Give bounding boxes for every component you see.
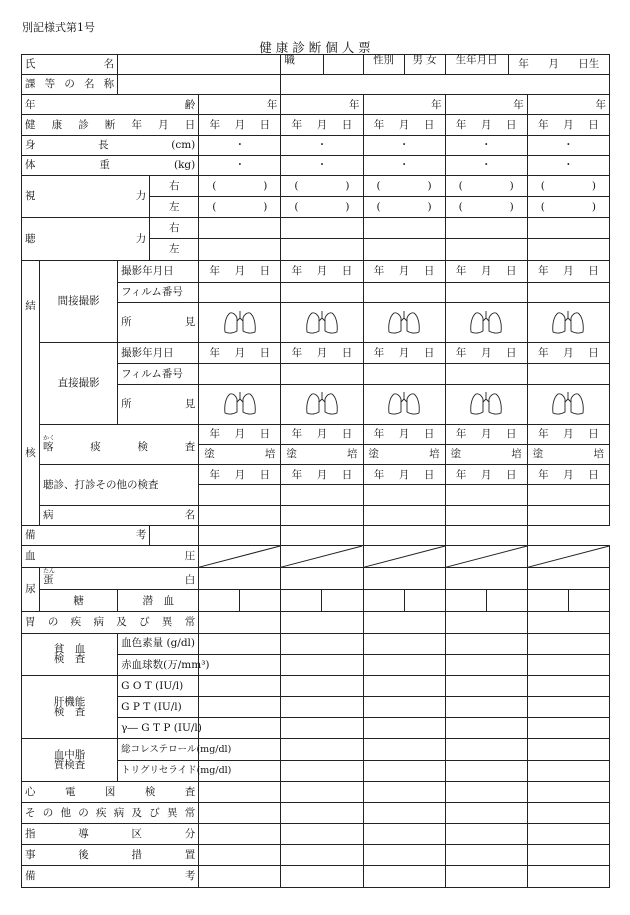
- year-column-cell[interactable]: [281, 633, 363, 654]
- sputum-ruby: かく: [43, 435, 56, 443]
- year-column-cell[interactable]: [199, 802, 281, 823]
- year-column-cell[interactable]: 塗 培: [363, 445, 445, 465]
- year-column-cell[interactable]: 年 月 日: [199, 115, 281, 135]
- year-column-cell[interactable]: [445, 739, 527, 760]
- year-column-cell[interactable]: 年 月 日: [363, 115, 445, 135]
- year-column-cell[interactable]: 塗 培: [281, 445, 363, 465]
- year-column-cell[interactable]: ・: [363, 135, 445, 155]
- year-column-cell[interactable]: [363, 739, 445, 760]
- year-column-cell[interactable]: [445, 485, 527, 505]
- year-column-cell[interactable]: [445, 302, 527, 342]
- year-column-cell[interactable]: ( ): [445, 197, 527, 218]
- year-column-cell[interactable]: [527, 302, 609, 342]
- year-column-cell[interactable]: [363, 218, 445, 239]
- year-column-cell[interactable]: 年 月 日: [199, 465, 281, 485]
- year-column-cell[interactable]: [363, 760, 445, 781]
- year-column-cell[interactable]: 年 月 日: [445, 424, 527, 444]
- chol-label: 総コレステロール(mg/dl): [118, 739, 199, 760]
- year-column-cell[interactable]: 年 月 日: [445, 260, 527, 282]
- anemia-label: 貧 血 検 査: [22, 633, 118, 675]
- lung-diagram-icon: [202, 385, 277, 424]
- bp-cell[interactable]: [363, 545, 445, 567]
- shoot-date-label: 撮影年月日: [118, 260, 199, 282]
- year-column-cell[interactable]: 年 月 日: [445, 465, 527, 485]
- year-column-cell[interactable]: [199, 218, 281, 239]
- year-column-cell[interactable]: ( ): [527, 197, 609, 218]
- dept-field[interactable]: [118, 75, 281, 95]
- year-column-cell[interactable]: [527, 485, 609, 505]
- year-column-cell[interactable]: [445, 239, 527, 260]
- year-column-cell[interactable]: [527, 239, 609, 260]
- year-column-cell[interactable]: [527, 282, 609, 302]
- birth-field[interactable]: 年 月 日生: [518, 58, 600, 71]
- year-column-cell[interactable]: [527, 802, 609, 823]
- year-column-cell[interactable]: [199, 718, 281, 739]
- year-column-cell[interactable]: [199, 612, 281, 633]
- height-label: 身 長 (cm): [25, 138, 196, 151]
- year-column-cell[interactable]: [527, 218, 609, 239]
- year-column-cell[interactable]: [199, 568, 281, 590]
- year-column-cell[interactable]: [445, 505, 527, 525]
- year-column-cell[interactable]: ( ): [527, 175, 609, 196]
- bp-cell[interactable]: [281, 545, 363, 567]
- lung-diagram-icon: [449, 303, 524, 342]
- year-column-cell[interactable]: ・: [445, 155, 527, 175]
- year-column-cell[interactable]: [445, 612, 527, 633]
- year-column-cell[interactable]: ・: [281, 135, 363, 155]
- got-label: G O T (IU/l): [118, 675, 199, 696]
- year-column-cell[interactable]: [445, 525, 527, 545]
- year-column-cell[interactable]: [281, 568, 363, 590]
- lung-diagram-icon: [284, 385, 359, 424]
- hearing-label: 聴 力: [25, 232, 147, 245]
- lung-diagram-icon: [284, 303, 359, 342]
- year-column-cell[interactable]: [363, 718, 445, 739]
- weight-label: 体 重 (kg): [25, 159, 196, 172]
- year-column-cell[interactable]: [445, 282, 527, 302]
- year-column-cell[interactable]: [527, 845, 609, 866]
- year-column-cell[interactable]: [150, 525, 199, 545]
- year-column-cell[interactable]: [527, 866, 609, 888]
- year-column-cell[interactable]: ( ): [281, 197, 363, 218]
- year-column-cell[interactable]: [445, 802, 527, 823]
- year-column-cell[interactable]: [281, 364, 363, 384]
- lung-diagram-icon: [449, 385, 524, 424]
- year-column-cell[interactable]: [281, 739, 363, 760]
- year-column-cell[interactable]: [363, 302, 445, 342]
- year-column-cell[interactable]: [281, 802, 363, 823]
- year-column-cell[interactable]: [363, 802, 445, 823]
- year-column-cell[interactable]: 年 月 日: [199, 424, 281, 444]
- year-column-cell[interactable]: [199, 364, 281, 384]
- year-column-cell[interactable]: [527, 384, 609, 424]
- year-column-cell[interactable]: [527, 364, 609, 384]
- name-label: 氏 名: [25, 58, 115, 71]
- bp-cell[interactable]: [445, 545, 527, 567]
- year-column-cell[interactable]: 年 月 日: [527, 115, 609, 135]
- job-label: 職: [281, 55, 324, 74]
- year-column-cell[interactable]: [527, 718, 609, 739]
- job-field[interactable]: [324, 55, 363, 74]
- year-column-cell[interactable]: [363, 364, 445, 384]
- disease-label: 病 名: [43, 508, 196, 521]
- year-column-cell[interactable]: [199, 384, 281, 424]
- year-column-cell[interactable]: ・: [527, 135, 609, 155]
- year-column-cell[interactable]: [281, 282, 363, 302]
- year-column-cell[interactable]: [199, 654, 281, 675]
- year-column-cell[interactable]: [363, 239, 445, 260]
- year-column-cell[interactable]: 塗 培: [199, 445, 281, 465]
- year-column-cell[interactable]: [445, 781, 527, 802]
- urine-label: 尿: [22, 568, 40, 612]
- year-column-cell[interactable]: 塗 培: [527, 445, 609, 465]
- year-column-cell[interactable]: ( ): [363, 197, 445, 218]
- followup-label: 事 後 措 置: [25, 849, 196, 862]
- name-field[interactable]: [118, 55, 281, 75]
- year-column-cell[interactable]: [445, 675, 527, 696]
- year-column-cell[interactable]: [281, 302, 363, 342]
- film-no-label: フィルム番号: [118, 282, 199, 302]
- vision-label: 視 力: [25, 190, 147, 203]
- year-column-cell[interactable]: 年 月 日: [281, 465, 363, 485]
- bp-cell[interactable]: [199, 545, 281, 567]
- year-column-cell[interactable]: [527, 612, 609, 633]
- year-column-cell[interactable]: [363, 845, 445, 866]
- ecg-label: 心 電 図 検 査: [25, 785, 196, 798]
- year-column-cell[interactable]: 年 月 日: [363, 343, 445, 364]
- sputum-label: 喀 痰 検 査: [43, 441, 196, 454]
- year-column-cell[interactable]: [281, 654, 363, 675]
- lipid-label: 血中脂 質検査: [22, 739, 118, 781]
- year-column-cell[interactable]: 年 月 日: [445, 115, 527, 135]
- year-column-cell[interactable]: [281, 781, 363, 802]
- year-column-cell[interactable]: [363, 654, 445, 675]
- year-column-cell[interactable]: [281, 697, 363, 718]
- year-column-cell[interactable]: [199, 282, 281, 302]
- year-column-cell[interactable]: [363, 633, 445, 654]
- year-column-cell[interactable]: 年 月 日: [281, 343, 363, 364]
- final-remarks-label: 備 考: [25, 870, 196, 883]
- year-column-cell[interactable]: 塗 培: [445, 445, 527, 465]
- year-column-cell[interactable]: [363, 505, 445, 525]
- year-column-cell[interactable]: [281, 718, 363, 739]
- year-column-cell[interactable]: [363, 525, 445, 545]
- year-column-cell[interactable]: [281, 485, 363, 505]
- year-column-cell[interactable]: 年 月 日: [527, 424, 609, 444]
- year-column-cell[interactable]: [363, 282, 445, 302]
- year-column-cell[interactable]: 年 月 日: [527, 465, 609, 485]
- year-column-cell[interactable]: 年 月 日: [527, 260, 609, 282]
- year-column-cell[interactable]: [527, 739, 609, 760]
- sex-label: 性別: [364, 55, 405, 74]
- findings-label: 所 見: [121, 316, 196, 329]
- stomach-label: 胃 の 疾 病 及 び 異 常: [25, 616, 196, 629]
- dept-label: 課 等 の 名 称: [25, 78, 115, 91]
- year-column-cell[interactable]: [363, 568, 445, 590]
- year-column-cell[interactable]: [281, 505, 363, 525]
- year-column-cell[interactable]: [281, 675, 363, 696]
- year-column-cell[interactable]: [445, 824, 527, 845]
- year-column-cell[interactable]: [445, 718, 527, 739]
- year-column-cell[interactable]: [199, 525, 281, 545]
- protein-label: 蛋 白: [43, 574, 196, 587]
- guidance-label: 指 導 区 分: [25, 827, 196, 840]
- year-column-cell[interactable]: [199, 485, 281, 505]
- year-column-cell[interactable]: [527, 654, 609, 675]
- lung-diagram-icon: [367, 385, 442, 424]
- year-column-cell[interactable]: 年 月 日: [281, 260, 363, 282]
- year-column-cell[interactable]: 年 月 日: [527, 343, 609, 364]
- year-column-cell[interactable]: [527, 824, 609, 845]
- year-column-cell[interactable]: [281, 239, 363, 260]
- year-column-cell[interactable]: ・: [281, 155, 363, 175]
- year-column-cell[interactable]: 年: [363, 95, 445, 115]
- form-number: 別記様式第1号: [22, 21, 95, 34]
- year-column-cell[interactable]: [199, 633, 281, 654]
- year-column-cell[interactable]: [445, 218, 527, 239]
- year-column-cell[interactable]: [527, 697, 609, 718]
- year-column-cell[interactable]: ・: [445, 135, 527, 155]
- year-column-cell[interactable]: [445, 364, 527, 384]
- year-column-cell[interactable]: [281, 612, 363, 633]
- year-column-cell[interactable]: [199, 505, 281, 525]
- tg-label: トリグリセライド(mg/dl): [118, 760, 199, 781]
- year-column-cell[interactable]: 年 月 日: [363, 260, 445, 282]
- year-column-cell[interactable]: [445, 697, 527, 718]
- year-column-cell[interactable]: 年 月 日: [281, 424, 363, 444]
- year-column-cell[interactable]: 年 月 日: [281, 115, 363, 135]
- year-column-cell[interactable]: 年: [445, 95, 527, 115]
- year-column-cell[interactable]: [445, 633, 527, 654]
- hemoglobin-label: 血色素量 (g/dl): [118, 633, 199, 654]
- year-column-cell[interactable]: [199, 302, 281, 342]
- year-column-cell[interactable]: [281, 525, 363, 545]
- year-column-cell[interactable]: [363, 781, 445, 802]
- occult-blood-label: 潜 血: [118, 590, 199, 612]
- year-column-cell[interactable]: [199, 845, 281, 866]
- lung-diagram-icon: [531, 303, 606, 342]
- year-column-cell[interactable]: 年: [527, 95, 609, 115]
- year-column-cell[interactable]: 年: [199, 95, 281, 115]
- year-column-cell[interactable]: [199, 675, 281, 696]
- year-column-cell[interactable]: ・: [527, 155, 609, 175]
- bp-label: 血 圧: [25, 550, 196, 563]
- year-column-cell[interactable]: ( ): [363, 175, 445, 196]
- year-column-cell[interactable]: [445, 568, 527, 590]
- year-column-cell[interactable]: [199, 697, 281, 718]
- indirect-label: 間接撮影: [40, 260, 118, 343]
- gpt-label: G P T (IU/l): [118, 697, 199, 718]
- year-column-cell[interactable]: ( ): [445, 175, 527, 196]
- year-column-cell[interactable]: ( ): [199, 175, 281, 196]
- year-column-cell[interactable]: 年 月 日: [199, 343, 281, 364]
- year-column-cell[interactable]: [363, 612, 445, 633]
- auscultation-label: 聴診、打診その他の検査: [40, 465, 199, 505]
- year-column-cell[interactable]: [363, 384, 445, 424]
- year-column-cell[interactable]: [363, 824, 445, 845]
- year-column-cell[interactable]: 年 月 日: [363, 424, 445, 444]
- lung-diagram-icon: [531, 385, 606, 424]
- year-column-cell[interactable]: ・: [199, 155, 281, 175]
- year-column-cell[interactable]: [363, 675, 445, 696]
- year-column-cell[interactable]: [199, 239, 281, 260]
- year-column-cell[interactable]: [445, 866, 527, 888]
- year-column-cell[interactable]: [199, 824, 281, 845]
- year-column-cell[interactable]: [527, 781, 609, 802]
- year-column-cell[interactable]: ( ): [199, 197, 281, 218]
- liver-label: 肝機能 検 査: [22, 675, 118, 739]
- year-column-cell[interactable]: [445, 845, 527, 866]
- year-column-cell[interactable]: [527, 760, 609, 781]
- exam-date-label: 健 康 診 断 年 月 日: [25, 118, 196, 131]
- ggtp-label: γ― G T P (IU/l): [118, 718, 199, 739]
- birth-label: 生年月日: [446, 55, 509, 74]
- year-column-cell[interactable]: [527, 675, 609, 696]
- year-column-cell[interactable]: [445, 384, 527, 424]
- year-column-cell[interactable]: [199, 866, 281, 888]
- remarks-label: 備 考: [25, 529, 147, 542]
- rbc-label: 赤血球数(万/mm³): [118, 654, 199, 675]
- year-column-cell[interactable]: [527, 505, 609, 525]
- year-column-cell[interactable]: [281, 384, 363, 424]
- year-column-cell[interactable]: 年 月 日: [199, 260, 281, 282]
- year-column-cell[interactable]: [199, 781, 281, 802]
- health-record-table: 氏 名 職 性別 男 女 生年月日 年 月 日生 課 等 の 名 称 年 齢 年 年 年 年 年 健 康 診 断 年 月 日 年 月 日 年 月 日 年 月 日 年 月 日 年 月 日 身 長 (cm) ・ ・ ・ ・ ・ 体 重 (kg) ・ ・ ・ ・ ・ 視 力 右 ( ) ( ) ( ) ( ) ( ) 左 ( ) ( ) ( ) ( ) ( ) 聴 力 右 左 結 核 間接撮影 撮影年月日 年 月 日 年 月 日 年 月 日 年 月 日 年 月 日 フィルム番号 所 見 直接撮影 撮影年月日 年 月 日 年 月 日 年 月 日 年 月 日 年 月 日 フィルム番号 所 見 かく 喀 痰 検 査 年 月 日 年 月 日 年 月 日 年 月 日 年 月 日 塗 培 塗 培 塗 培 塗 培 塗 培 聴診、打診その他の検査 年 月 日 年 月 日 年 月 日 年 月 日 年 月 日 病 名 備 考 血 圧 尿 たん 蛋 白 糖 潜 血 胃 の 疾 病 及 び 異 常 貧 血 検 査 血色素量 (g/dl) 赤血球数(万/mm³) 肝機能 検 査 G O T (IU/l) G P T (IU/l) γ― G T P (IU/l) 血中脂 質検査 総コレステロール(mg/dl) トリグリセライド(mg/dl) 心 電 図 検 査 そ の 他 の 疾 病 及 び 異 常 指 導 区 分 事 後 措 置 備 考: [21, 54, 610, 888]
- form-title: 健 康 診 断 個 人 票: [259, 40, 371, 55]
- year-column-cell[interactable]: 年: [281, 95, 363, 115]
- year-column-cell[interactable]: [363, 485, 445, 505]
- year-column-cell[interactable]: [445, 760, 527, 781]
- year-column-cell[interactable]: [281, 866, 363, 888]
- year-column-cell[interactable]: ( ): [281, 175, 363, 196]
- lung-diagram-icon: [202, 303, 277, 342]
- year-column-cell[interactable]: [445, 654, 527, 675]
- sex-options[interactable]: 男 女: [412, 54, 437, 66]
- year-column-cell[interactable]: [281, 218, 363, 239]
- lung-diagram-icon: [367, 303, 442, 342]
- other-label: そ の 他 の 疾 病 及 び 異 常: [25, 806, 196, 819]
- findings-label: 所 見: [121, 398, 196, 411]
- protein-ruby: たん: [43, 568, 56, 576]
- dept-extra[interactable]: [281, 75, 610, 95]
- year-column-cell[interactable]: [527, 568, 609, 590]
- year-column-cell[interactable]: [363, 697, 445, 718]
- year-column-cell[interactable]: [527, 633, 609, 654]
- year-column-cell[interactable]: 年 月 日: [363, 465, 445, 485]
- year-column-cell[interactable]: [281, 845, 363, 866]
- sugar-label: 糖: [40, 590, 118, 612]
- year-column-cell[interactable]: [281, 760, 363, 781]
- bp-cell[interactable]: [527, 545, 609, 567]
- tb-label: 結 核: [25, 299, 36, 459]
- year-column-cell[interactable]: ・: [199, 135, 281, 155]
- year-column-cell[interactable]: [363, 866, 445, 888]
- year-column-cell[interactable]: ・: [363, 155, 445, 175]
- year-column-cell[interactable]: [281, 824, 363, 845]
- direct-label: 直接撮影: [40, 343, 118, 425]
- age-label: 年 齢: [25, 98, 196, 111]
- year-column-cell[interactable]: 年 月 日: [445, 343, 527, 364]
